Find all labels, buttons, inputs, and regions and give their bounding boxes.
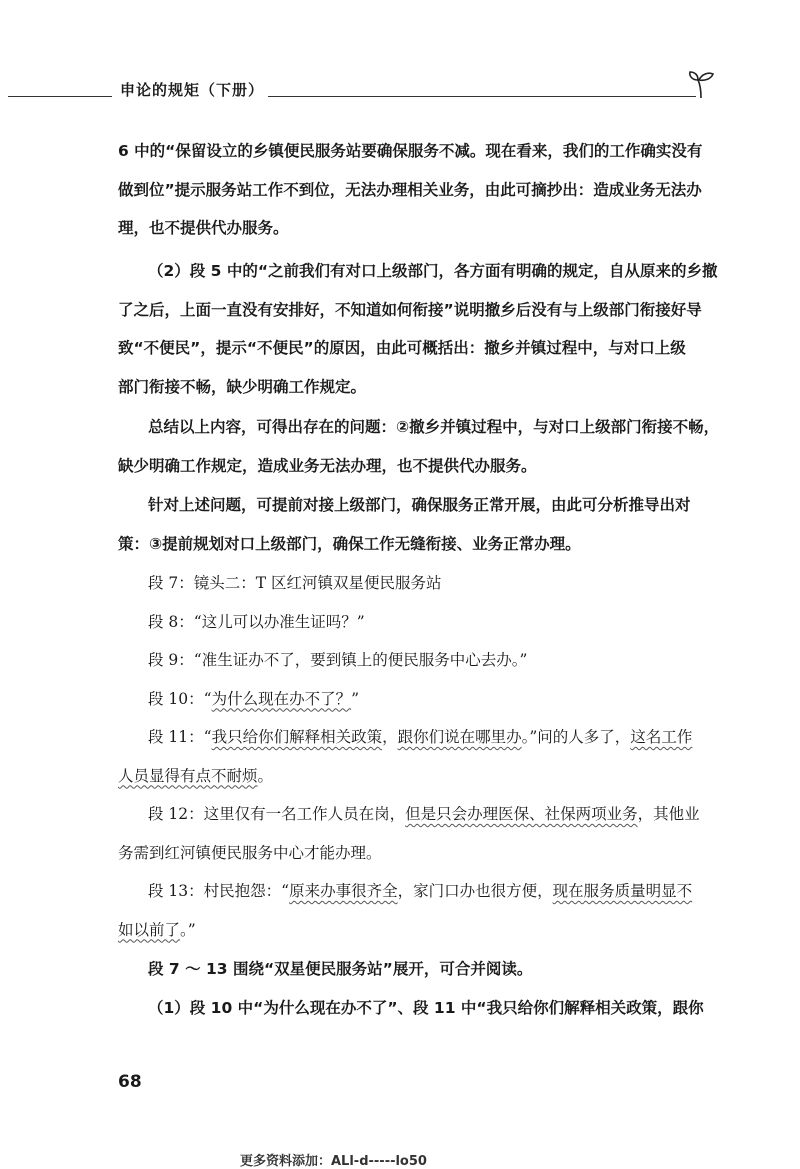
underlined-phrase: 如以前了 (118, 920, 181, 939)
text-line: 部门衔接不畅，缺少明确工作规定。 (118, 377, 367, 396)
quote-para-12 (118, 795, 728, 834)
quote-para-11 (118, 718, 728, 757)
text-segment: 。”问的人多了， (521, 728, 631, 746)
text-line: 策：③提前规划对口上级部门，确保工作无缝衔接、业务正常办理。 (118, 534, 581, 553)
text-line: 了之后，上面一直没有安排好，不知道如何衔接”说明撤乡后没有与上级部门衔接好导 (118, 300, 702, 319)
underlined-phrase: 这名工作 (630, 728, 693, 746)
text-line: 做到位”提示服务站工作不到位，无法办理相关业务，由此可摘抄出：造成业务无法办 (118, 180, 702, 199)
paragraph-4 (118, 486, 728, 563)
quote-para-12-cont: 务需到红河镇便民服务中心才能办理。 (118, 843, 382, 862)
text-line: 总结以上内容，可得出存在的问题：②撤乡并镇过程中，与对口上级部门衔接不畅， (148, 418, 720, 436)
quote-para-13 (118, 872, 728, 911)
underlined-phrase: 为什么现在办不了？ (211, 689, 352, 708)
quote-para-7: 段 7：镜头二：T 区红河镇双星便民服务站 (148, 574, 442, 592)
text-line: 针对上述问题，可提前对接上级部门，确保服务正常开展，由此可分析推导出对 (148, 496, 691, 514)
text-segment: 。” (180, 920, 196, 939)
underlined-phrase: 现在服务质量明显不 (552, 882, 693, 900)
underlined-phrase: 我只给你们解释相关政策 (211, 728, 383, 746)
text-segment: ，其他业 (637, 805, 700, 823)
running-header-title: 申论的规矩（下册） (120, 81, 265, 99)
text-line: 理，也不提供代办服务。 (118, 219, 289, 237)
text-segment: 段 12：这里仅有一名工作人员在岗， (148, 805, 406, 823)
text-segment: 段 13：村民抱怨：“ (148, 882, 290, 900)
text-line: 缺少明确工作规定，造成业务无法办理，也不提供代办服务。 (118, 456, 537, 475)
quote-para-8: 段 8：“这儿可以办准生证吗？” (148, 612, 365, 631)
page-number: 68 (118, 1072, 142, 1092)
underlined-phrase: 但是只会办理医保、社保两项业务 (405, 805, 638, 823)
footer-note: 更多资料添加：ALl-d-----lo50 (240, 1154, 427, 1169)
text-segment: 。 (257, 766, 274, 785)
underlined-phrase: 跟你们说在哪里办 (397, 728, 522, 746)
paragraph-2 (118, 252, 728, 406)
text-line: （1）段 10 中“为什么现在办不了”、段 11 中“我只给你们解释相关政策，跟你 (148, 998, 704, 1017)
underlined-phrase: 原来办事很齐全 (289, 882, 398, 900)
text-segment: 段 10：“ (148, 689, 212, 708)
underlined-phrase: 人员显得有点不耐烦 (118, 766, 258, 785)
quote-para-10 (118, 680, 728, 719)
quote-para-11-cont (118, 757, 728, 796)
header-rule-right (268, 96, 696, 97)
text-segment: ” (351, 689, 360, 708)
text-segment: ，家门口办也很方便， (397, 882, 553, 900)
analysis-paragraph (118, 950, 728, 1027)
text-segment: ， (382, 728, 398, 746)
text-line: （2）段 5 中的“之前我们有对口上级部门，各方面有明确的规定，自从原来的乡撤 (148, 262, 718, 280)
sprout-icon (686, 68, 716, 100)
header-rule-left (8, 96, 112, 97)
text-segment: 段 11：“ (148, 728, 212, 746)
quoted-material (118, 564, 728, 949)
paragraph-1 (118, 132, 728, 248)
quote-para-9: 段 9：“准生证办不了，要到镇上的便民服务中心去办。” (148, 651, 528, 669)
text-line: 段 7 ～ 13 围绕“双星便民服务站”展开，可合并阅读。 (148, 960, 533, 978)
text-line: 6 中的“保留设立的乡镇便民服务站要确保服务不减。现在看来，我们的工作确实没有 (118, 142, 703, 160)
quote-para-13-cont (118, 911, 728, 950)
paragraph-3 (118, 408, 728, 485)
text-line: 致“不便民”，提示“不便民”的原因，由此可概括出：撤乡并镇过程中，与对口上级 (118, 339, 686, 357)
